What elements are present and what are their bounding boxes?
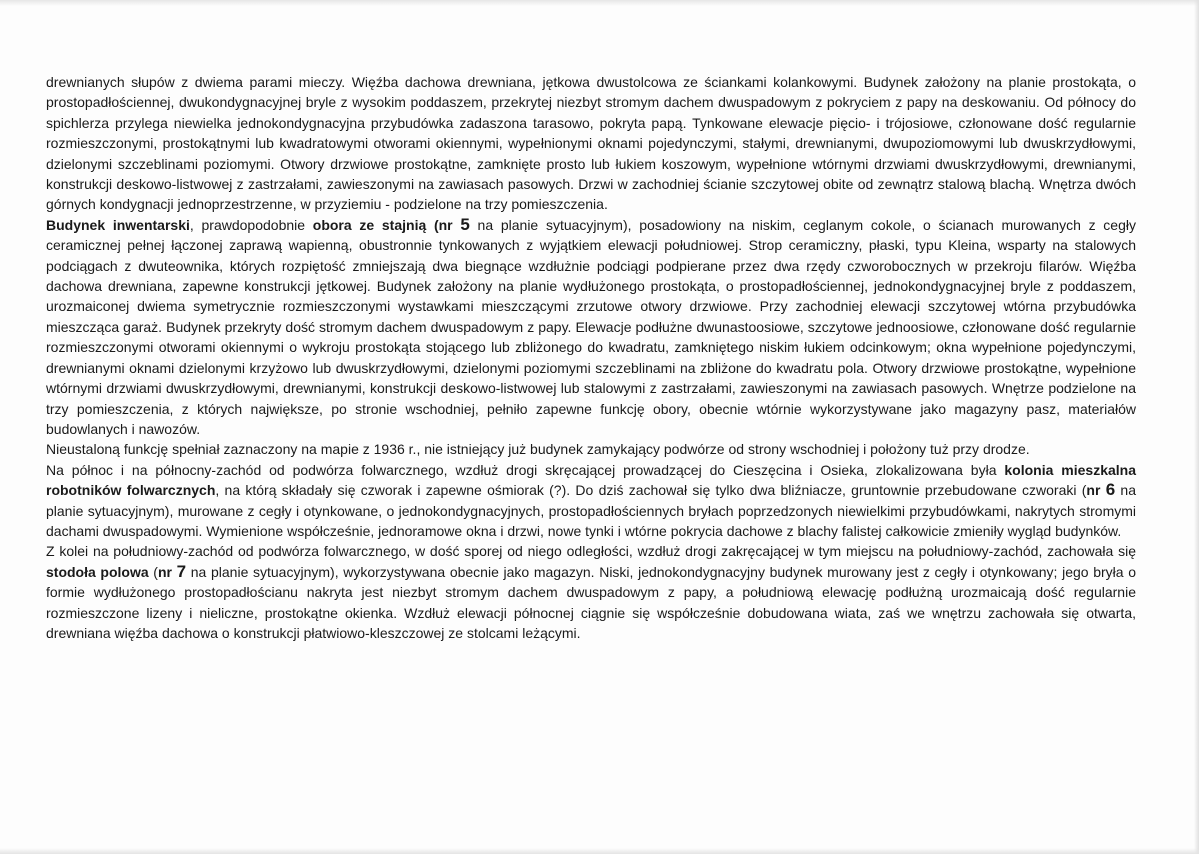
document-body [46,72,1136,643]
text-run: , prawdopodobnie [189,216,313,233]
heading-livestock-building: Budynek inwentarski [46,216,190,233]
text-run: na planie sytuacyjnym) [469,216,628,233]
text-run: Z kolei na południowy-zachód od podwórza folwarcznego, w dość sporej od niego odległości, wzdłuż drogi zakręcającej w tym miejscu na południowy-zachód, zachowała się [46,543,1136,560]
text-run: na planie sytuacyjnym) [46,482,1136,519]
plan-number-7: 7 [176,561,187,581]
plan-number-6: 6 [1105,480,1116,500]
text-run: , wykorzystywana obecnie jako magazyn. Niski, jednokondygnacyjny budynek murowany jest z cegły i otynkowany; jego bryła o formie wydłużonego prostopadłościanu nakryta jest niezbyt stromym dachem dwuspadowym z papy, a południową elewację podłużną urozmaicają dość regularnie rozmieszczone lizeny i nieliczne, prostokątne okienka. Wzdłuż elewacji północnej ciągnie się współcześnie dobudowana wiata, zaś we wnętrzu zachowała się otwarta, drewniana więźba dachowa o konstrukcji płatwiowo-kleszczowej ze stolcami leżącymi. [46,563,1137,641]
paragraph-livestock-building [46,215,1136,439]
text-run: na planie sytuacyjnym) [186,563,335,580]
plan-number-5: 5 [460,214,470,234]
building-name-barn: obora ze stajnią (nr [312,216,461,233]
text-run: , murowane z cegły i otynkowane, o jednokondygnacyjnych, prostopadłościennych bryłach poprzedzonych niewielkimi przybudówkami, nakrytych stromymi dachami dwuspadowymi. Wymienione współcześnie, jednoramowe okna i drzwi, nowe tynki i wtórne pokrycia dachowe z blachy falistej całkowicie zmieniły wygląd budynków. [46,502,1136,539]
plan-number-label: nr [157,563,177,580]
text-run: , na którą składały się czworak i zapewne ośmiorak (?). Do dziś zachował się tylko dwa bliźniacze, gruntownie przebudowane czworaki ( [215,482,1087,499]
scan-edge-top [0,0,1199,6]
building-name-workers-colony: kolonia mieszkalna robotników folwarcznych [46,461,1136,499]
scan-edge-right [1194,0,1199,854]
plan-number-label: nr [1086,482,1106,499]
text-run: Nieustaloną funkcję spełniał zaznaczony na mapie z 1936 r., nie istniejący już budynek zamykający podwórze od strony wschodniej i położony tuż przy drodze. [46,441,1030,458]
paragraph-field-barn [46,541,1136,643]
paragraph-workers-colony [46,460,1136,542]
building-name-field-barn: stodoła polowa [46,563,149,580]
scan-edge-bottom [0,848,1199,854]
text-run: ( [148,563,158,580]
text-run: drewnianych słupów z dwiema parami mieczy. Więźba dachowa drewniana, jętkowa dwustolcowa ze ściankami kolankowymi. Budynek założony na planie prostokąta, o prostopadłościennej, dwukondygnacyjnej bryle z wysokim poddaszem, przekrytej niezbyt stromym dachem dwuspadowym z pokryciem z papy na deskowaniu. Od północy do spichlerza przylega niewielka jednokondygnacyjna przybudówka zadaszona tarasowo, pokryta papą. Tynkowane elewacje pięcio- i trójosiowe, członowane dość regularnie rozmieszczonymi, prostokątnymi lub kwadratowymi otworami okiennymi, wypełnionymi oknami pojedynczymi, stałymi, drewnianymi, dwupoziomowymi lub dwuskrzydłowymi, dzielonymi szczeblinami poziomymi. Otwory drzwiowe prostokątne, zamknięte prosto lub łukiem koszowym, wypełnione wtórnymi drzwiami dwuskrzydłowymi, drewnianymi, konstrukcji deskowo-listwowej z zastrzałami, zawieszonymi na zawiasach pasowych. Drzwi w zachodniej ścianie szczytowej obite od zewnątrz stalową blachą. Wnętrza dwóch górnych kondygnacji jednoprzestrzenne, w przyziemiu - podzielone na trzy pomieszczenia. [46,74,1136,213]
text-run: , posadowiony na niskim, ceglanym cokole, o ścianach murowanych z cegły ceramicznej pełnej łączonej zaprawą wapienną, obustronnie tynkowanych z wyjątkiem elewacji południowej. Strop ceramiczny, płaski, typu Kleina, wsparty na stalowych podciągach z dwuteownika, których rozpiętość zmniejszają dwa biegnące wzdłużnie podciągi podpierane przez dwa rzędy czworobocznych w przekroju filarów. Więźba dachowa drewniana, zapewne konstrukcji jętkowej. Budynek założony na planie wydłużonego prostokąta, o prostopadłościennej, jednokondygnacyjnej bryle z poddaszem, urozmaiconej dwiema symetrycznie rozmieszczonymi wystawkami mieszczącymi zrzutowe otwory drzwiowe. Przy zachodniej elewacji szczytowej wtórna przybudówka mieszcząca garaż. Budynek przekryty dość stromym dachem dwuspadowym z papy. Elewacje podłużne dwunastoosiowe, szczytowe jednoosiowe, członowane dość regularnie rozmieszczonymi otworami okiennymi o wykroju prostokąta stojącego lub zbliżonego do kwadratu, zamkniętego niskim łukiem odcinkowym; okna wypełnione pojedynczymi, drewnianymi oknami dzielonymi krzyżowo lub dwuskrzydłowymi, dzielonymi poziomymi szczeblinami na zbliżone do kwadratu pola. Otwory drzwiowe prostokątne, wypełnione wtórnymi drzwiami dwuskrzydłowymi, drewnianymi, konstrukcji deskowo-listwowej lub stalowymi z zastrzałami, zawieszonymi na zawiasach pasowych. Wnętrze podzielone na trzy pomieszczenia, z których największe, po stronie wschodniej, pełniło zapewne funkcję obory, obecnie wtórnie wykorzystywane jako magazyny pasz, materiałów budowlanych i nawozów. [46,216,1136,437]
paragraph-granary-description [46,72,1136,215]
paragraph-unknown-building [46,439,1136,459]
text-run: Na północ i na północny-zachód od podwórza folwarcznego, wzdłuż drogi skręcającej prowadzącej do Cieszęcina i Osieka, zlokalizowana była [46,461,1005,478]
